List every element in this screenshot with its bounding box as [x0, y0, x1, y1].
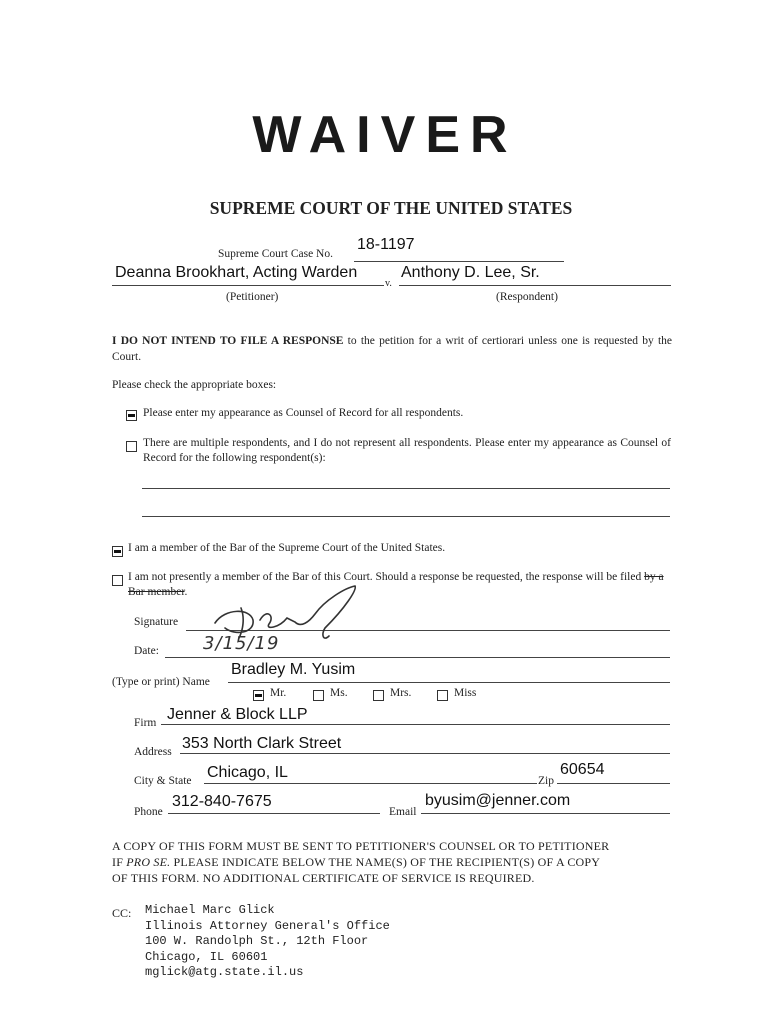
cc-recipient-block [145, 903, 390, 981]
respondent-label: (Respondent) [496, 291, 558, 303]
respondent-line-1[interactable] [142, 488, 670, 489]
notice-line-1: A COPY OF THIS FORM MUST BE SENT TO PETITIONER'S COUNSEL OR TO PETITIONER [112, 839, 610, 853]
ms-checkbox[interactable] [313, 690, 324, 701]
address-line[interactable] [180, 753, 670, 754]
mr-checkbox[interactable] [253, 690, 264, 701]
mrs-label: Mrs. [390, 687, 412, 699]
versus: v. [385, 278, 392, 289]
email-line[interactable] [421, 813, 670, 814]
copy-notice [112, 838, 682, 886]
respondent-name: Anthony D. Lee, Sr. [401, 264, 540, 281]
bar-member-label: I am a member of the Bar of the Supreme Court of the United States. [128, 542, 446, 554]
zip-line[interactable] [557, 783, 670, 784]
cc-line: Michael Marc Glick [145, 903, 275, 917]
cc-line: Chicago, IL 60601 [145, 949, 268, 964]
firm-label: Firm [134, 717, 157, 729]
intent-bold: I DO NOT INTEND TO FILE A RESPONSE [112, 335, 344, 347]
respondent-line-2[interactable] [142, 516, 670, 517]
court-name: SUPREME COURT OF THE UNITED STATES [209, 198, 573, 218]
not-bar-strike: by a Bar member [128, 571, 664, 598]
petitioner-label: (Petitioner) [226, 291, 279, 303]
name-label: (Type or print) Name [112, 676, 210, 688]
case-no-label: Supreme Court Case No. [218, 248, 333, 260]
form-title: WAIVER [252, 106, 518, 164]
zip-label: Zip [538, 775, 554, 787]
address-label: Address [134, 746, 172, 758]
multiple-respondents-checkbox[interactable] [126, 441, 137, 452]
email-label: Email [389, 806, 417, 818]
signature-label: Signature [134, 616, 179, 628]
mrs-checkbox[interactable] [373, 690, 384, 701]
check-instruction: Please check the appropriate boxes: [112, 379, 277, 391]
name-value: Bradley M. Yusim [231, 661, 356, 678]
intent-statement [112, 333, 672, 365]
cc-line: 100 W. Randolph St., 12th Floor [145, 934, 369, 948]
petitioner-name: Deanna Brookhart, Acting Warden [115, 264, 358, 281]
date-label: Date: [134, 645, 159, 657]
miss-label: Miss [454, 687, 477, 699]
cc-label: CC: [112, 906, 132, 920]
cc-line: Illinois Attorney General's Office [145, 918, 390, 933]
ms-label: Ms. [330, 687, 348, 699]
phone-value: 312-840-7675 [172, 793, 272, 810]
bar-member-checkbox[interactable] [112, 546, 123, 557]
not-bar-end: . [184, 586, 188, 598]
not-bar-member-checkbox[interactable] [112, 575, 123, 586]
date-value: 3/15/19 [203, 633, 280, 654]
city-state-value: Chicago, IL [207, 764, 288, 781]
multiple-respondents-label: There are multiple respondents, and I do not represent all respondents. Please enter my appearance as Counsel of Record for the following respondent(s): [143, 437, 671, 464]
notice-line-3: OF THIS FORM. NO ADDITIONAL CERTIFICATE OF SERVICE IS REQUIRED. [112, 871, 535, 885]
miss-checkbox[interactable] [437, 690, 448, 701]
date-line[interactable] [165, 657, 670, 658]
mr-label: Mr. [270, 687, 287, 699]
intent-rest: to the petition for a writ of certiorari unless one is requested by the Court. [112, 335, 672, 363]
all-respondents-label: Please enter my appearance as Counsel of Record for all respondents. [143, 407, 464, 419]
phone-line[interactable] [168, 813, 380, 814]
cc-line: mglick@atg.state.il.us [145, 965, 304, 979]
zip-value: 60654 [560, 761, 605, 778]
not-bar-text: I am not presently a member of the Bar of this Court. Should a response be requested, the response will be filed [128, 571, 645, 583]
case-no-value: 18-1197 [357, 236, 415, 253]
phone-label: Phone [134, 806, 163, 818]
all-respondents-checkbox[interactable] [126, 410, 137, 421]
city-state-line[interactable] [204, 783, 537, 784]
email-value: byusim@jenner.com [425, 792, 571, 809]
notice-line-2: IF PRO SE. PLEASE INDICATE BELOW THE NAME(S) OF THE RECIPIENT(S) OF A COPY [112, 855, 601, 869]
city-state-label: City & State [134, 775, 192, 787]
address-value: 353 North Clark Street [182, 735, 342, 752]
firm-value: Jenner & Block LLP [167, 706, 308, 723]
name-line[interactable] [228, 682, 670, 683]
firm-line[interactable] [161, 724, 670, 725]
